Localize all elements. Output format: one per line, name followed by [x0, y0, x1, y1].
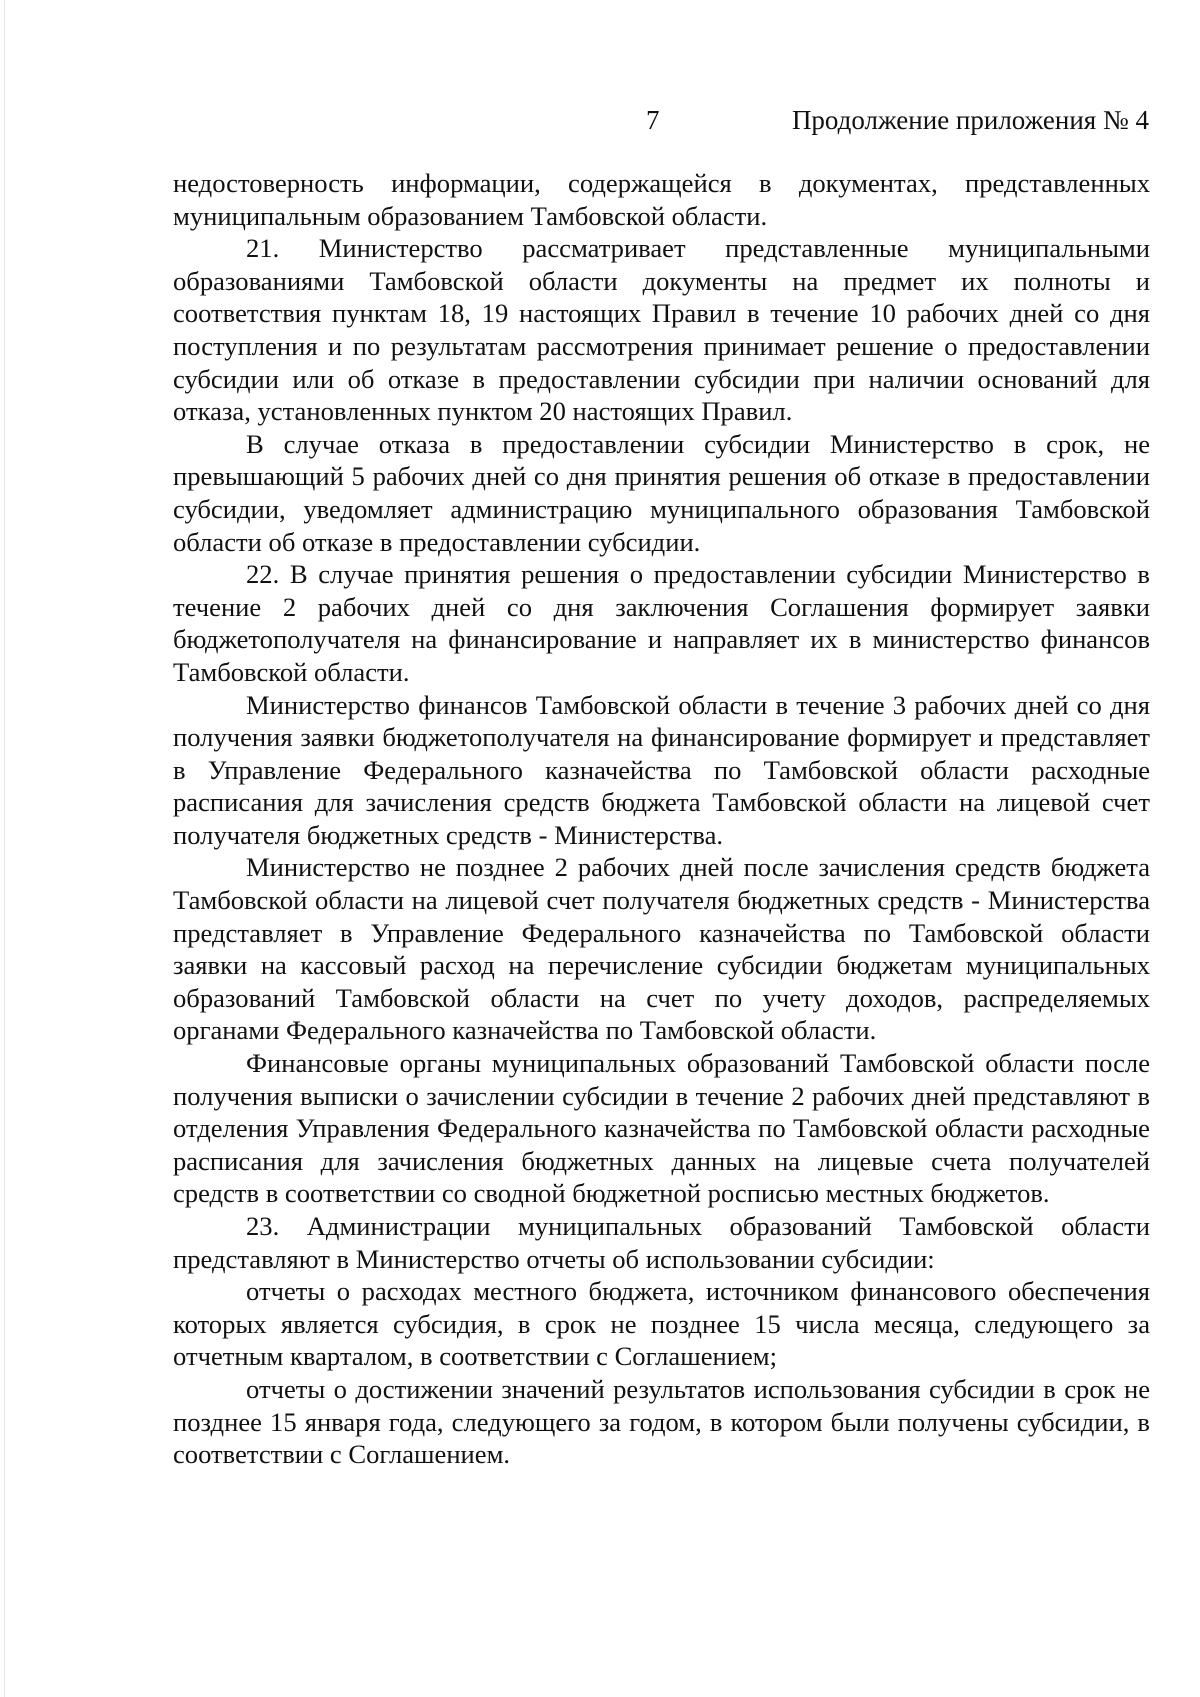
paragraph-21: 21. Министерство рассматривает представленные муниципальными образованиями Тамбовской области документы на предмет их полноты и соответствия пунктам 18, 19 настоящих Правил в течение 10 рабочих дней со дня поступления и по результатам рассмотрения принимает решение о предоставлении субсидии или об отказе в предоставлении субсидии при наличии оснований для отказа, установленных пунктом 20 настоящих Правил. [173, 233, 1150, 427]
paragraph-expense-reports: отчеты о расходах местного бюджета, источником финансового обеспечения которых является субсидия, в срок не позднее 15 числа месяца, следующего за отчетным кварталом, в соответствии с Соглашением; [173, 1276, 1150, 1372]
paragraph-continued: недостоверность информации, содержащейся в документах, представленных муниципальным образованием Тамбовской области. [173, 168, 1150, 231]
paragraph-ministry-requests: Министерство не позднее 2 рабочих дней после зачисления средств бюджета Тамбовской области на лицевой счет получателя бюджетных средств - Министерства представляет в Управление Федерального казначейства по Тамбовской области заявки на кассовый расход на перечисление субсидии бюджетам муниципальных образований Тамбовской области на счет по учету доходов, распределяемых органами Федерального казначейства по Тамбовской области. [173, 852, 1150, 1046]
appendix-continuation-label: Продолжение приложения № 4 [791, 105, 1149, 135]
paragraph-results-reports: отчеты о достижении значений результатов использования субсидии в срок не позднее 15 января года, следующего за годом, в котором были получены субсидии, в соответствии с Соглашением. [173, 1373, 1150, 1470]
paragraph-23: 23. Администрации муниципальных образований Тамбовской области представляют в Министерство отчеты об использовании субсидии: [173, 1211, 1150, 1274]
paragraph-financial-bodies: Финансовые органы муниципальных образований Тамбовской области после получения выписки о зачислении субсидии в течение 2 рабочих дней представляют в отделения Управления Федерального казначейства по Тамбовской области расходные расписания для зачисления бюджетных данных на лицевые счета получателей средств в соответствии со сводной бюджетной росписью местных бюджетов. [173, 1048, 1150, 1209]
scan-edge-line [4, 0, 5, 1697]
paragraph-refusal-notice: В случае отказа в предоставлении субсидии Министерство в срок, не превышающий 5 рабочих дней со дня принятия решения об отказе в предоставлении субсидии, уведомляет администрацию муниципального образования Тамбовской области об отказе в предоставлении субсидии. [173, 428, 1150, 557]
paragraph-finance-ministry: Министерство финансов Тамбовской области в течение 3 рабочих дней со дня получения заявки бюджетополучателя на финансирование формирует и представляет в Управление Федерального казначейства по Тамбовской области расходные расписания для зачисления средств бюджета Тамбовской области на лицевой счет получателя бюджетных средств - Министерства. [173, 689, 1150, 850]
paragraph-22: 22. В случае принятия решения о предоставлении субсидии Министерство в течение 2 рабочих дней со дня заключения Соглашения формирует заявки бюджетополучателя на финансирование и направляет их в министерство финансов Тамбовской области. [173, 559, 1150, 687]
page-number: 7 [646, 105, 660, 135]
document-body [173, 167, 1150, 1471]
